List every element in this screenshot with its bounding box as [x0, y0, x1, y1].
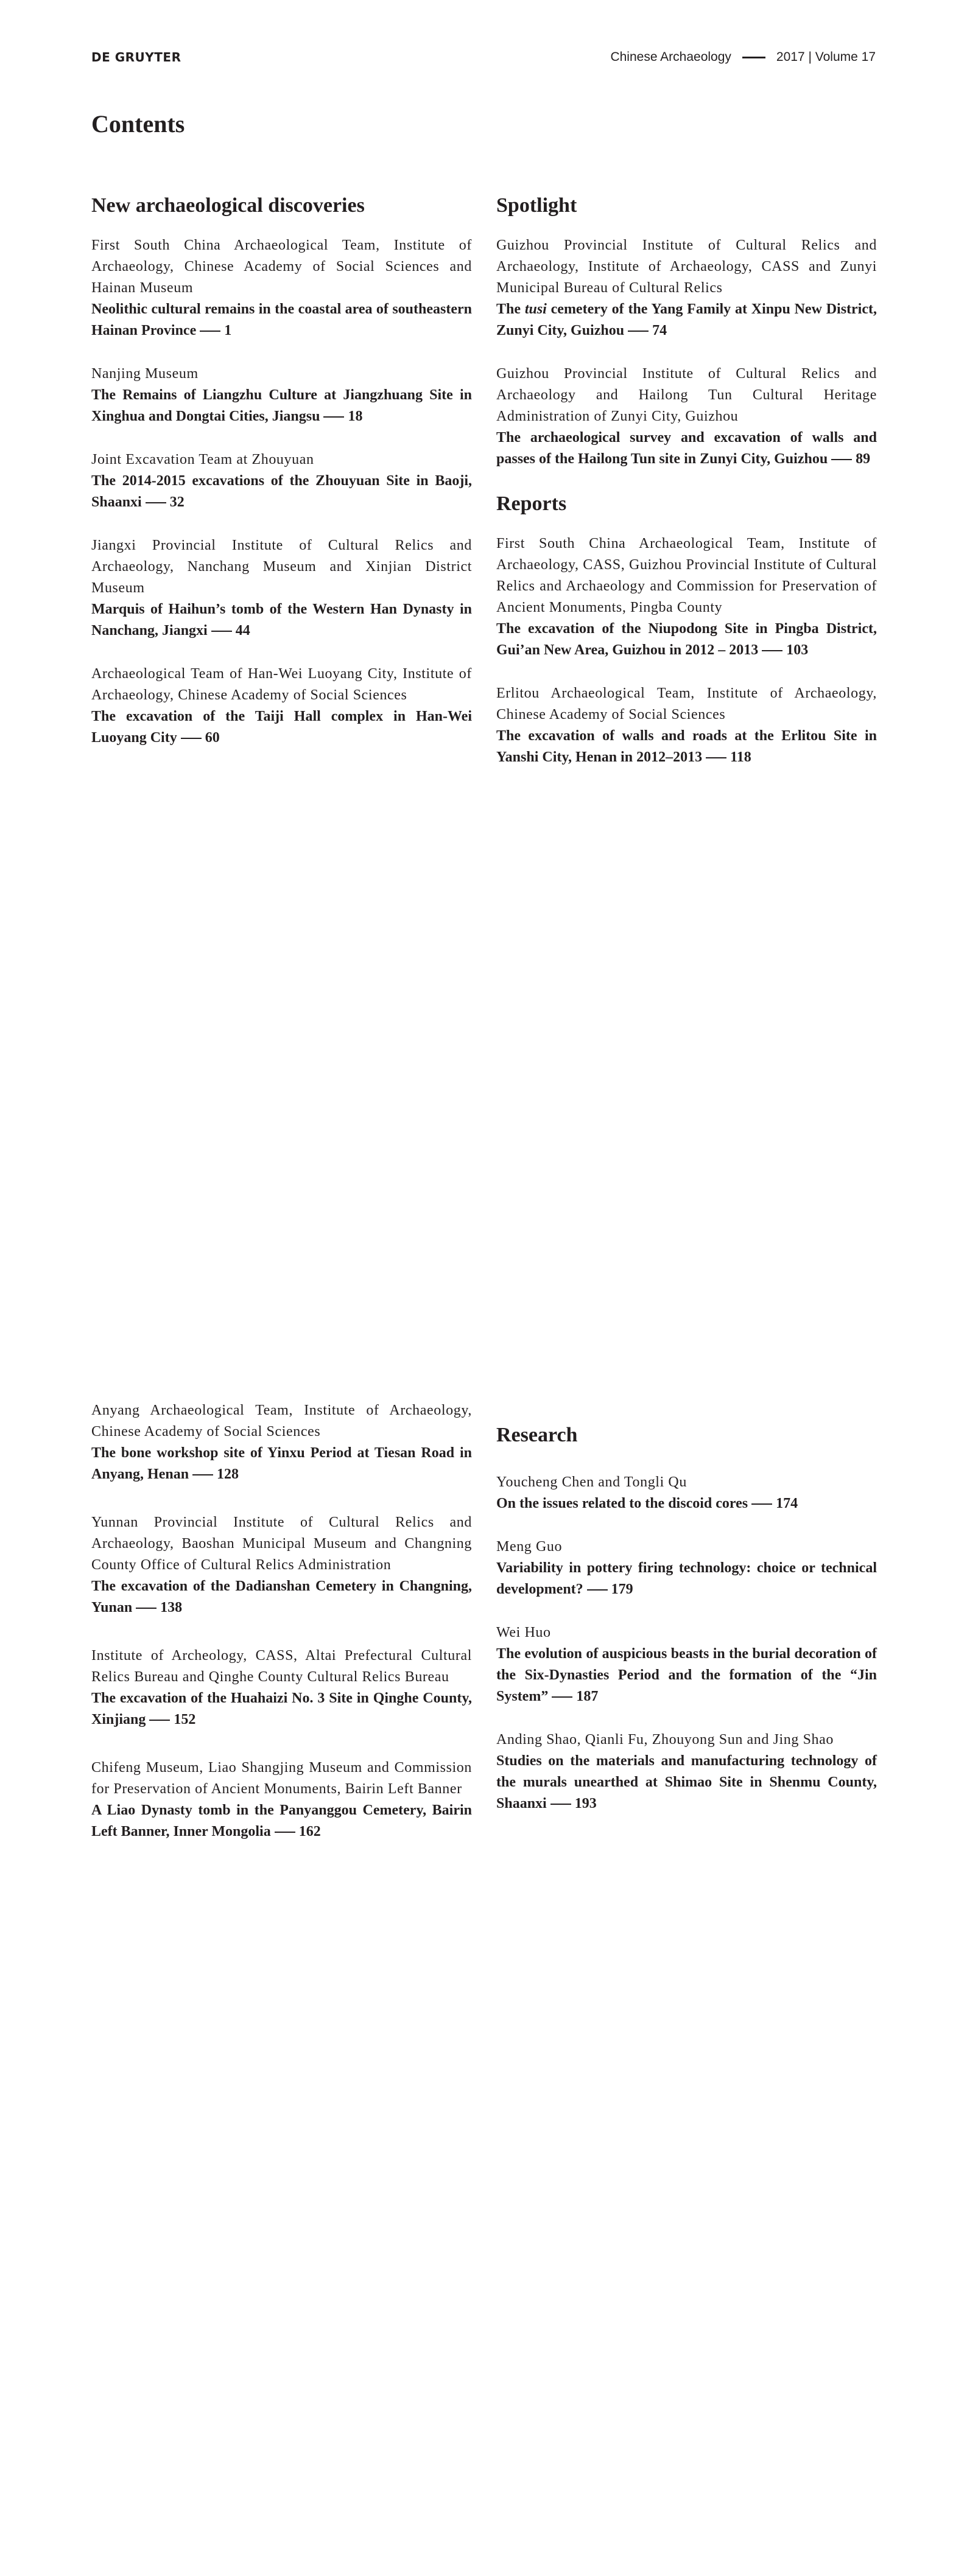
entry-title[interactable]: [496, 618, 877, 661]
entry-title[interactable]: [91, 385, 472, 427]
toc-entry[interactable]: [91, 1400, 472, 1485]
title-text: A Liao Dynasty tomb in the Panyanggou Cemetery, Bairin Left Banner, Inner Mongolia: [91, 1802, 472, 1839]
title-text: The evolution of auspicious beasts in the burial decoration of the Six-Dynasties Period and the formation of the “Jin System”: [496, 1646, 877, 1704]
page-number: 128: [217, 1466, 239, 1482]
toc-entry[interactable]: [91, 363, 472, 427]
page-dash: [628, 331, 649, 332]
toc-entry[interactable]: [91, 1757, 472, 1843]
page-number: 103: [786, 642, 809, 658]
section-heading-reports: Reports: [496, 492, 567, 515]
entry-title[interactable]: [91, 1576, 472, 1619]
title-prefix: The: [496, 301, 525, 317]
entry-author: Meng Guo: [496, 1539, 563, 1555]
page-number: 60: [205, 730, 220, 746]
header-dash: [742, 57, 765, 58]
entry-author: Youcheng Chen and Tongli Qu: [496, 1474, 687, 1490]
title-text: Variability in pottery firing technology: choice or technical development?: [496, 1560, 877, 1597]
page-dash: [181, 738, 202, 739]
column-right-bottom: [496, 1423, 877, 1836]
entry-author: Institute of Archeology, CASS, Altai Prefectural Cultural Relics Bureau and Qinghe County Cultural Relics Bureau: [91, 1648, 472, 1685]
title-text: Studies on the materials and manufacturing technology of the murals unearthed at Shimao Site in Shenmu County, Shaanxi: [496, 1753, 877, 1811]
entry-author: Nanjing Museum: [91, 366, 199, 382]
title-text: The archaeological survey and excavation of walls and passes of the Hailong Tun site in Zunyi City, Guizhou: [496, 430, 877, 467]
entry-author: Guizhou Provincial Institute of Cultural Relics and Archaeology, Institute of Archaeology, CASS and Zunyi Municipal Bureau of Cultural Relics: [496, 237, 877, 296]
entry-title[interactable]: [91, 299, 472, 341]
entry-title[interactable]: [496, 1493, 877, 1514]
entry-title[interactable]: [496, 299, 877, 341]
column-left-top: [91, 194, 472, 771]
publisher-logo: DE GRUYTER: [91, 50, 181, 65]
page-dash: [275, 1832, 295, 1833]
title-text: cemetery of the Yang Family at Xinpu New District, Zunyi City, Guizhou: [496, 301, 877, 338]
entry-author: Erlitou Archaeological Team, Institute of Archaeology, Chinese Academy of Social Sciences: [496, 685, 877, 723]
page-dash: [587, 1589, 608, 1591]
title-text: The excavation of the Huahaizi No. 3 Site in Qinghe County, Xinjiang: [91, 1690, 472, 1727]
page-number: 18: [348, 408, 363, 424]
page-dash: [136, 1608, 156, 1609]
entry-author: Archaeological Team of Han-Wei Luoyang City, Institute of Archaeology, Chinese Academy of Social Sciences: [91, 666, 472, 703]
title-text: The bone workshop site of Yinxu Period at Tiesan Road in Anyang, Henan: [91, 1445, 472, 1482]
toc-entry[interactable]: [91, 535, 472, 642]
title-text: The excavation of the Dadianshan Cemetery in Changning, Yunan: [91, 1578, 472, 1615]
toc-entry[interactable]: [496, 363, 877, 470]
entry-author: First South China Archaeological Team, Institute of Archaeology, CASS, Guizhou Provincial Institute of Cultural Relics and Archaeology and Commission for Preservation of Ancient Monuments, Pingba County: [496, 536, 877, 615]
page-dash: [149, 1720, 170, 1721]
page-number: 44: [235, 623, 250, 639]
title-italic: tusi: [524, 301, 547, 317]
toc-entry[interactable]: [496, 1536, 877, 1600]
entry-author: Yunnan Provincial Institute of Cultural Relics and Archaeology, Baoshan Municipal Museum and Changning County Office of Cultural Relics Administration: [91, 1514, 472, 1573]
toc-entry[interactable]: [496, 1622, 877, 1707]
page-number: 174: [776, 1496, 798, 1511]
title-text: The excavation of the Taiji Hall complex in Han-Wei Luoyang City: [91, 709, 472, 746]
toc-entry[interactable]: [91, 663, 472, 749]
title-text: Marquis of Haihun’s tomb of the Western Han Dynasty in Nanchang, Jiangxi: [91, 601, 472, 639]
entry-title[interactable]: [91, 1443, 472, 1485]
title-text: Neolithic cultural remains in the coastal area of southeastern Hainan Province: [91, 301, 472, 338]
entry-author: Chifeng Museum, Liao Shangjing Museum and Commission for Preservation of Ancient Monuments, Bairin Left Banner: [91, 1760, 472, 1797]
page-number: 179: [611, 1581, 633, 1597]
page-dash: [323, 416, 344, 418]
page-dash: [831, 459, 852, 460]
page-dash: [192, 1474, 213, 1475]
page-dash: [552, 1696, 572, 1698]
page-dash: [200, 331, 220, 332]
page-number: 118: [730, 749, 751, 765]
page-dash: [146, 502, 166, 503]
page-dash: [550, 1804, 571, 1805]
entry-author: Anyang Archaeological Team, Institute of Archaeology, Chinese Academy of Social Sciences: [91, 1402, 472, 1440]
page-dash: [211, 631, 232, 632]
toc-entry[interactable]: [91, 235, 472, 341]
entry-title[interactable]: [91, 599, 472, 642]
toc-entry[interactable]: [91, 449, 472, 513]
entry-author: Joint Excavation Team at Zhouyuan: [91, 452, 314, 467]
page-dash: [706, 757, 726, 758]
entry-title[interactable]: [496, 1643, 877, 1707]
title-text: The excavation of the Niupodong Site in Pingba District, Gui’an New Area, Guizhou in 2012 – 2013: [496, 621, 877, 658]
entry-title[interactable]: [91, 1800, 472, 1843]
entry-title[interactable]: [91, 1688, 472, 1731]
page-number: 1: [224, 323, 232, 338]
issue-info: 2017 | Volume 17: [776, 50, 876, 64]
entry-author: Jiangxi Provincial Institute of Cultural Relics and Archaeology, Nanchang Museum and Xinjian District Museum: [91, 537, 472, 596]
section-heading-research: Research: [496, 1424, 578, 1446]
title-text: The excavation of walls and roads at the Erlitou Site in Yanshi City, Henan in 2012–2013: [496, 728, 877, 765]
entry-title[interactable]: [496, 726, 877, 768]
title-text: The Remains of Liangzhu Culture at Jiangzhuang Site in Xinghua and Dongtai Cities, Jiangsu: [91, 387, 472, 424]
entry-title[interactable]: [91, 706, 472, 749]
journal-header: [610, 50, 876, 65]
page-number: 74: [652, 323, 667, 338]
page-number: 152: [174, 1712, 196, 1727]
page-number: 89: [856, 451, 871, 467]
page-number: 162: [298, 1824, 321, 1839]
entry-author: First South China Archaeological Team, Institute of Archaeology, Chinese Academy of Social Sciences and Hainan Museum: [91, 237, 472, 296]
entry-author: Guizhou Provincial Institute of Cultural Relics and Archaeology and Hailong Tun Cultural Heritage Administration of Zunyi City, Guizhou: [496, 366, 877, 424]
page-number: 32: [169, 494, 185, 510]
column-right-top: [496, 194, 877, 790]
toc-entry[interactable]: [496, 1472, 877, 1514]
title-text: The 2014-2015 excavations of the Zhouyuan Site in Baoji, Shaanxi: [91, 473, 472, 510]
section-heading-discoveries: New archaeological discoveries: [91, 194, 365, 217]
page-number: 187: [576, 1689, 599, 1704]
entry-title[interactable]: [496, 1558, 877, 1600]
journal-title: Chinese Archaeology: [610, 50, 731, 64]
entry-author: Anding Shao, Qianli Fu, Zhouyong Sun and Jing Shao: [496, 1732, 834, 1748]
page-number: 138: [160, 1600, 183, 1615]
toc-entry[interactable]: [496, 533, 877, 661]
toc-entry[interactable]: [496, 683, 877, 768]
section-heading-spotlight: Spotlight: [496, 194, 577, 217]
entry-author: Wei Huo: [496, 1625, 551, 1640]
entry-title[interactable]: [496, 1751, 877, 1815]
page-dash: [762, 650, 782, 651]
page-title: Contents: [91, 110, 185, 138]
toc-entry[interactable]: [496, 235, 877, 341]
page-dash: [751, 1503, 772, 1505]
toc-entry[interactable]: [91, 1645, 472, 1731]
toc-entry[interactable]: [91, 1512, 472, 1619]
entry-title[interactable]: [496, 427, 877, 470]
page-number: 193: [574, 1796, 597, 1811]
entry-title[interactable]: [91, 471, 472, 513]
toc-entry[interactable]: [496, 1729, 877, 1815]
title-text: On the issues related to the discoid cores: [496, 1496, 748, 1511]
column-left-bottom: [91, 1400, 472, 1869]
